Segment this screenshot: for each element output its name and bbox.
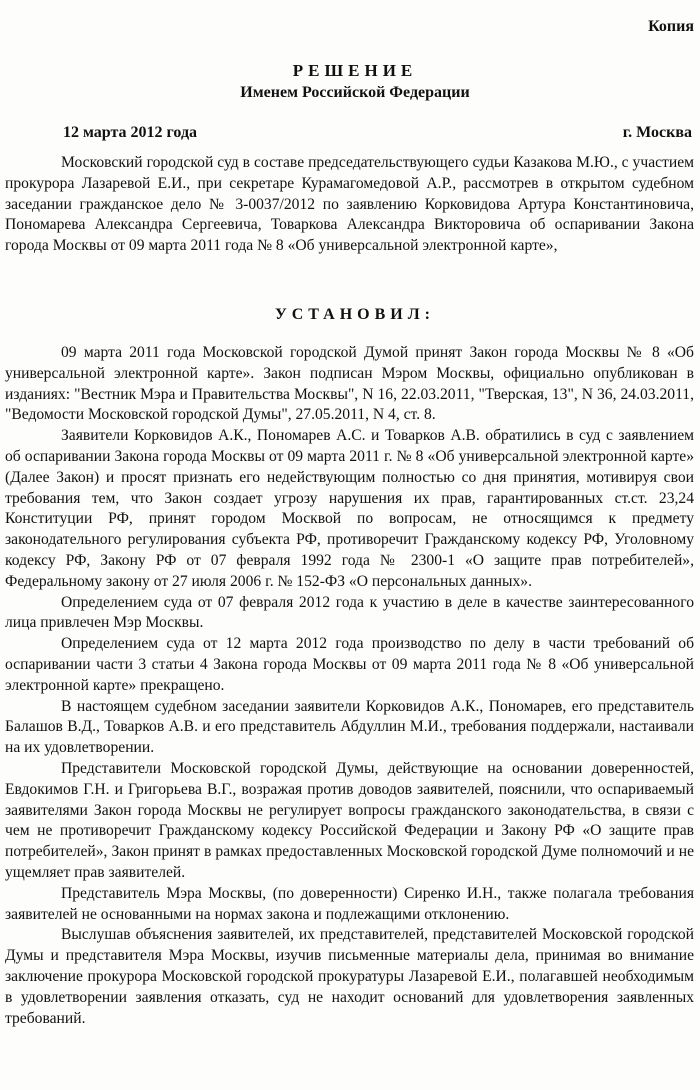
paragraph-applicants: Заявители Корковидов А.К., Пономарев А.С. и Товарков А.В. обратились в суд с заявлением об оспаривании Закона города Москвы от 09 марта 2011 г. № 8 «Об универсальной электронной карте» (Далее Закон) и просят признать его недействующим полностью со дня принятия, мотивируя свои требования тем, что Закон создает угрозу нарушения их прав, гарантированных ст.ст. 23,24 Конституции РФ, принят городом Москвой по вопросам, не относящимся к предмету законодательного регулирования субъекта РФ, противоречит Гражданскому кодексу РФ, Уголовному кодексу РФ, Закону РФ от 07 февраля 1992 года № 2300-1 «О защите прав потребителей», Федеральному закону от 27 июля 2006 г. № 152-ФЗ «О персональных данных». [5, 427, 694, 590]
decision-date: 12 марта 2012 года [63, 124, 198, 141]
paragraph-court-conclusion: Выслушав объяснения заявителей, их представителей, представителей Московской городской Думы и представителя Мэра Москвы, изучив письменные материалы дела, принимая во внимание заключение прокурора Московской городской прокуратуры Лазаревой Е.И., полагавшей необходимым в удовлетворении заявления отказать, суд не находит оснований для удовлетворения заявленных требований. [5, 926, 694, 1027]
paragraph-proceedings-terminated: Определением суда от 12 марта 2012 года производство по делу в части требований об оспаривании части 3 статьи 4 Закона города Москвы от 09 марта 2011 года № 8 «Об универсальной электронной карте» прекращено. [5, 635, 694, 694]
intro-paragraph: Московский городской суд в составе председательствующего судьи Казакова М.Ю., с участием прокурора Лазаревой Е.И., при секретаре Курамагомедовой А.Р., рассмотрев в открытом судебном заседании гражданское дело № 3-0037/2012 по заявлению Корковидова Артура Константиновича, Пономарева Александра Сергеевича, Товаркова Александра Викторовича об оспаривании Закона города Москвы от 09 марта 2011 года № 8 «Об универсальной электронной карте», [5, 154, 694, 255]
established-heading: УСТАНОВИЛ: [275, 306, 435, 323]
paragraph-adoption: 09 марта 2011 года Московской городской Думой принят Закон города Москвы № 8 «Об универсальной электронной карте». Закон подписан Мэром Москвы, официально опубликован в изданиях: "Вестник Мэра и Правительства Москвы", N 16, 22.03.2011, "Тверская, 13", N 36, 24.03.2011, "Ведомости Московской городской Думы", 27.05.2011, N 4, ст. 8. [5, 344, 694, 424]
paragraph-mayor-representative: Представитель Мэра Москвы, (по доверенности) Сиренко И.Н., также полагала требования заявителей не основанными на нормах закона и подлежащими отклонению. [5, 884, 694, 923]
document-title: РЕШЕНИЕ [292, 61, 418, 80]
paragraph-duma-representatives: Представители Московской городской Думы, действующие на основании доверенностей, Евдокимов Г.Н. и Григорьева В.Г., возражая против доводов заявителей, пояснили, что оспариваемый заявителями Закон города Москвы не регулирует вопросы гражданского законодательства, в связи с чем не противоречит Гражданскому кодексу Российской Федерации и Закону РФ «О защите прав потребителей», Закон принят в рамках предоставленных Московской городской Думе полномочий и не ущемляет прав заявителей. [5, 759, 694, 881]
document-subtitle: Именем Российской Федерации [240, 84, 470, 101]
findings-section [5, 343, 694, 1029]
intro-section [5, 153, 694, 257]
paragraph-hearing: В настоящем судебном заседании заявители Корковидов А.К., Пономарев, его представитель Балашов В.Д., Товарков А.В. и его представитель Абдуллин М.И., требования поддержали, настаивали на их удовлетворении. [5, 697, 694, 757]
decision-city: г. Москва [622, 124, 692, 141]
copy-label: Копия [648, 18, 694, 35]
paragraph-mayor-involved: Определением суда от 07 февраля 2012 года к участию в деле в качестве заинтересованного лица привлечен Мэр Москвы. [5, 593, 694, 632]
